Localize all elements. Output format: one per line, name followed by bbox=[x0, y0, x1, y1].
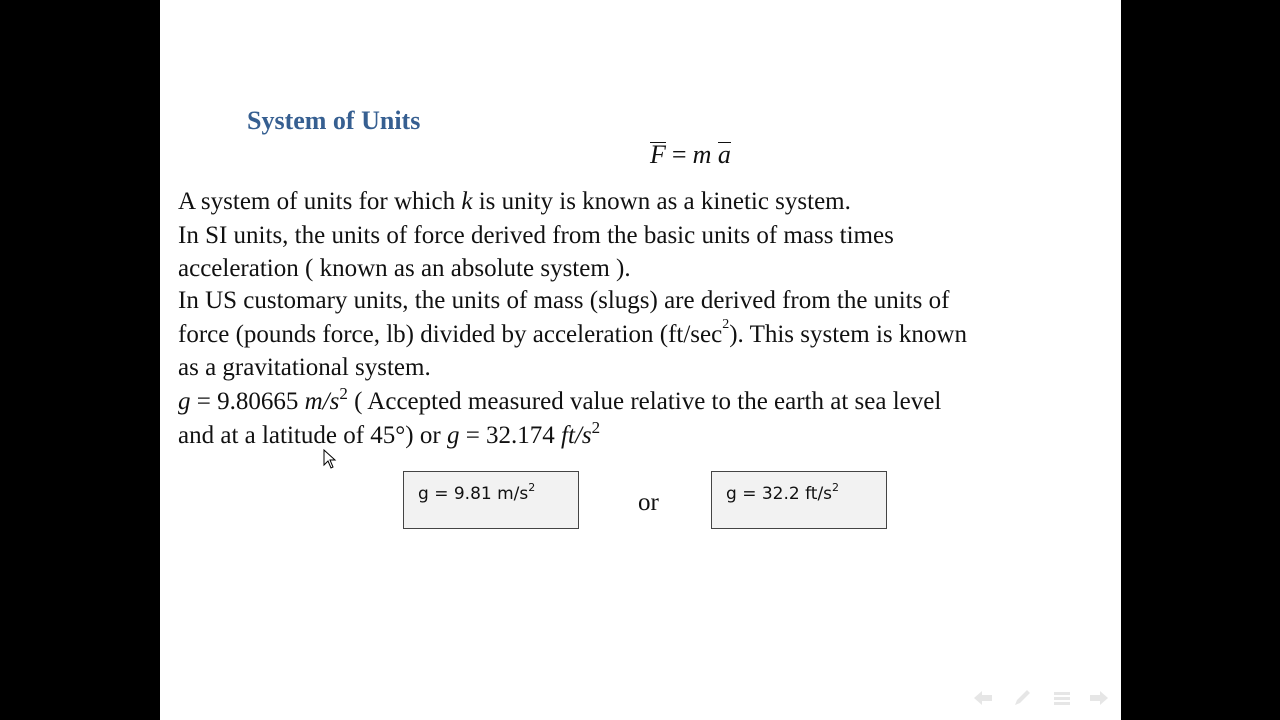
superscript: 2 bbox=[528, 481, 536, 494]
nav-back-icon[interactable] bbox=[972, 688, 994, 708]
box-text: g = 9.81 m/s bbox=[418, 484, 529, 504]
slide-heading: System of Units bbox=[247, 106, 421, 135]
menu-icon[interactable] bbox=[1052, 688, 1072, 708]
text-line-6: as a gravitational system. bbox=[178, 354, 431, 381]
box-text: g = 32.2 ft/s bbox=[726, 484, 833, 504]
unit-text: ft/s bbox=[561, 422, 592, 449]
superscript: 2 bbox=[591, 418, 601, 437]
g-symbol: g bbox=[178, 388, 191, 415]
superscript: 2 bbox=[832, 481, 840, 494]
mass-symbol: m bbox=[692, 140, 712, 169]
slide bbox=[160, 0, 1121, 720]
text-line-4: In US customary units, the units of mass (slugs) are derived from the units of bbox=[178, 287, 950, 314]
pen-icon[interactable] bbox=[1012, 688, 1032, 708]
g-value: = 32.174 bbox=[459, 422, 562, 449]
text-segment: force (pounds force, lb) divided by acceleration (ft/sec bbox=[178, 321, 723, 348]
text-line-7 bbox=[178, 384, 942, 415]
newton-equation bbox=[650, 140, 731, 170]
superscript: 2 bbox=[339, 384, 348, 403]
text-line-5 bbox=[178, 317, 967, 348]
or-label: or bbox=[638, 489, 659, 516]
superscript: 2 bbox=[722, 317, 730, 332]
g-imperial-box bbox=[711, 471, 887, 529]
text-line-8 bbox=[178, 418, 601, 449]
text-segment: is unity is known as a kinetic system. bbox=[472, 188, 851, 215]
force-vector: F bbox=[650, 140, 666, 169]
g-symbol: g bbox=[446, 422, 460, 449]
g-metric-box bbox=[403, 471, 579, 529]
text-line-2: In SI units, the units of force derived from the basic units of mass times bbox=[178, 222, 894, 249]
acceleration-vector: a bbox=[717, 140, 731, 169]
k-symbol: k bbox=[461, 188, 473, 215]
text-line-1 bbox=[178, 189, 851, 214]
text-segment: ( Accepted measured value relative to the earth at sea level bbox=[347, 388, 942, 415]
unit-text: m/s bbox=[304, 388, 340, 415]
nav-forward-icon[interactable] bbox=[1088, 688, 1110, 708]
text-segment: A system of units for which bbox=[178, 188, 462, 215]
mouse-pointer-icon bbox=[323, 449, 337, 469]
text-line-3: acceleration ( known as an absolute system ). bbox=[178, 255, 631, 282]
equals-sign: = bbox=[671, 140, 687, 169]
text-segment: ). This system is known bbox=[729, 321, 967, 348]
text-segment: and at a latitude of 45°) or bbox=[178, 422, 447, 449]
g-value: = 9.80665 bbox=[190, 388, 305, 415]
